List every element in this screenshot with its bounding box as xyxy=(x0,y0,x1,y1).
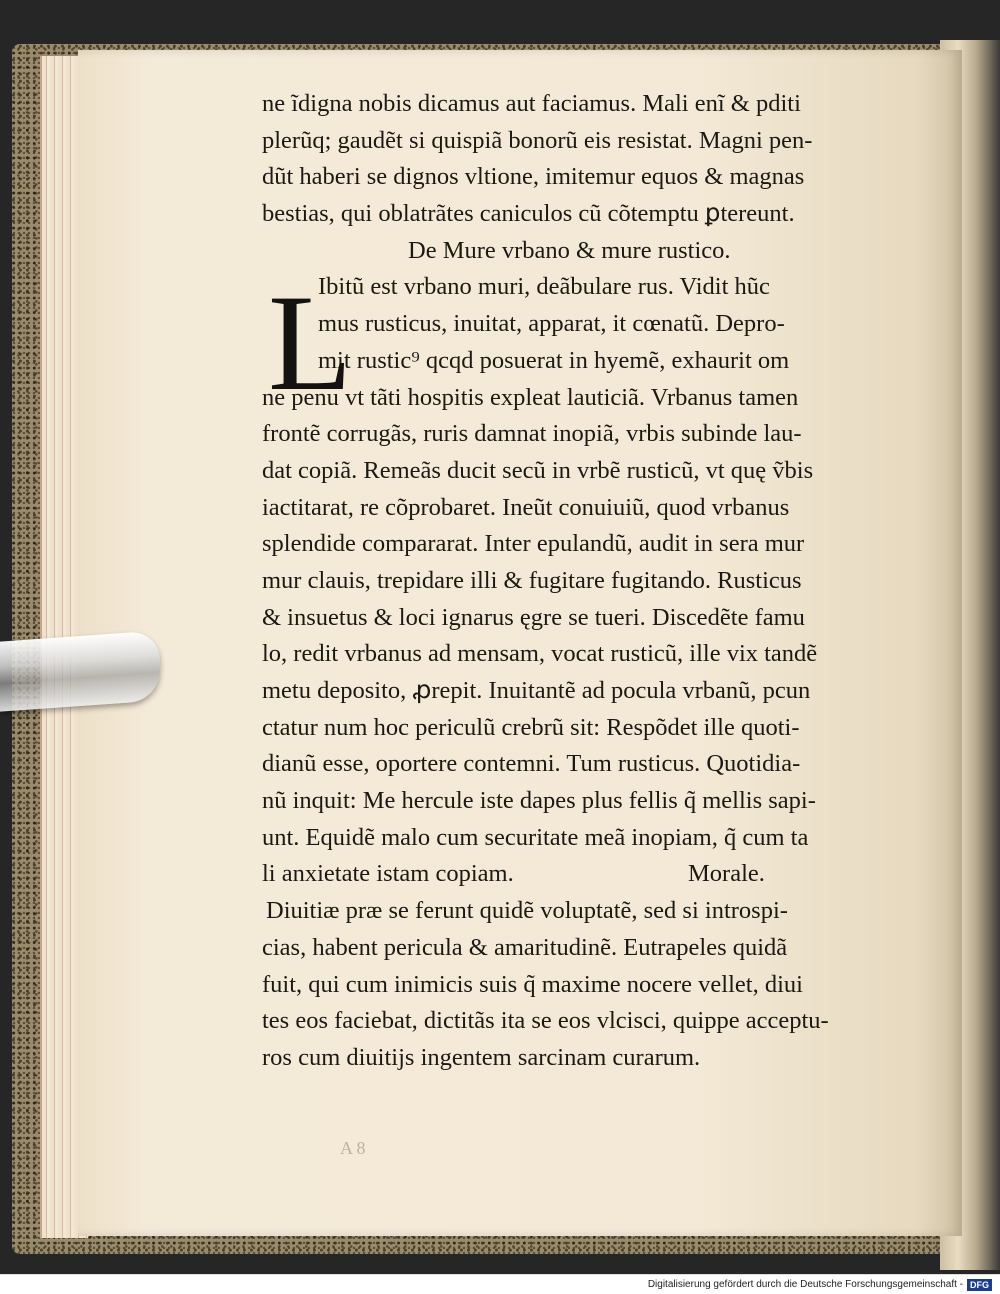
text-line: Ibitũ est vrbano muri, deãbulare rus. Vidit hũc xyxy=(318,273,770,301)
text-line: dat copiã. Remeãs ducit secũ in vrbẽ rusticũ, vt quę ṽbis xyxy=(262,456,814,484)
text-line: metu deposito, ꝓrepit. Inuitantẽ ad pocula vrbanũ, pcun xyxy=(262,677,811,704)
text-line: & insuetus & loci ignarus ęgre se tueri. Discedẽte famu xyxy=(262,603,805,631)
text-line: unt. Equidẽ malo cum securitate meã inopiam, q̃ cum ta xyxy=(262,823,809,851)
text-line: dianũ esse, oportere contemni. Tum rusticus. Quotidia- xyxy=(262,750,801,778)
text-line: ne penu vt tãti hospitis expleat lauticiã. Vrbanus tamen xyxy=(262,383,799,411)
text-line: plerũq; gaudẽt si quispiã bonorũ eis resistat. Magni pen- xyxy=(262,126,813,154)
text-line: iactitarat, re cõprobaret. Ineũt conuiuiũ, quod vrbanus xyxy=(262,493,790,521)
text-line: ros cum diuitijs ingentem sarcinam curarum. xyxy=(262,1043,701,1071)
decorated-initial: L xyxy=(268,266,353,419)
dfg-logo: DFG xyxy=(967,1279,992,1291)
text-line: splendide compararat. Inter epulandũ, audit in sera mur xyxy=(262,530,805,558)
text-line: nũ inquit: Me hercule iste dapes plus fellis q̃ mellis sapi- xyxy=(262,787,816,815)
signature-mark: A 8 xyxy=(340,1138,366,1158)
glass-page-weight xyxy=(0,630,160,711)
page-text xyxy=(262,86,882,1077)
morale-heading: Morale. xyxy=(688,860,765,888)
text-line: cias, habent pericula & amaritudinẽ. Eutrapeles quidã xyxy=(262,933,788,961)
text-line: fuit, qui cum inimicis suis q̃ maxime nocere vellet, diui xyxy=(262,970,803,998)
text-line: ctatur num hoc periculũ crebrũ sit: Respõdet ille quoti- xyxy=(262,713,800,741)
text-line xyxy=(262,856,882,893)
text-line: ne ĩdigna nobis dicamus aut faciamus. Mali enĩ & pditi xyxy=(262,90,801,117)
text-line: mur clauis, trepidare illi & fugitare fugitando. Rusticus xyxy=(262,566,802,594)
text-line: Diuitiæ præ se ferunt quidẽ voluptatẽ, sed si introspi- xyxy=(266,897,788,925)
text-line: mit rustic⁹ qcqd posuerat in hyemẽ, exhaurit om xyxy=(318,346,790,374)
text-line: bestias, qui oblatrãtes caniculos cũ cõtemptu ꝑtereunt. xyxy=(262,200,795,228)
text-line: mus rusticus, inuitat, apparat, it cœnatũ. Depro- xyxy=(318,310,785,338)
footer-bar xyxy=(0,1274,1000,1294)
text-line: tes eos faciebat, dictitãs ita se eos vlcisci, quippe acceptu- xyxy=(262,1007,829,1035)
text-line: dũt haberi se dignos vltione, imitemur equos & magnas xyxy=(262,163,805,191)
text-line: frontẽ corrugãs, ruris damnat inopiã, vrbis subinde lau- xyxy=(262,420,802,448)
text-line: lo, redit vrbanus ad mensam, vocat rusticũ, ille vix tandẽ xyxy=(262,640,818,668)
footer-credit: Digitalisierung gefördert durch die Deutsche Forschungsgemeinschaft - xyxy=(647,1279,963,1290)
fable-heading: De Mure vrbano & mure rustico. xyxy=(408,236,731,264)
fable-last-line: li anxietate istam copiam. xyxy=(262,860,514,888)
